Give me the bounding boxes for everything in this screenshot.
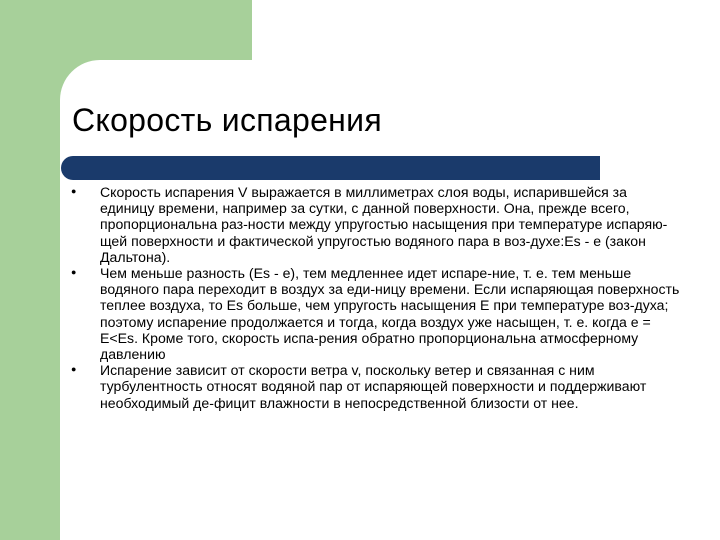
slide-title: Скорость испарения <box>72 102 382 138</box>
round-bullet-icon: ● <box>71 186 77 196</box>
bullet-list <box>66 184 680 411</box>
round-bullet-icon: ● <box>71 267 77 278</box>
bullet-item <box>66 265 680 362</box>
bullet-text: Скорость испарения V выражается в миллиметрах слоя воды, испарившейся за единицу времени, например за сутки, с данной поверхности. Она, прежде всего, пропорциональна раз-ности между упругостью насыщения при температуре испаряю-щей поверхности и фактической упругостью водяного пара в воз-духе:Es - e (закон Дальтона). <box>100 184 668 265</box>
bullet-text: Испарение зависит от скорости ветра v, поскольку ветер и связанная с ним турбулентность относят водяной пар от испаряющей поверхности и поддерживают необходимый де-фицит влажности в непосредственной близости от нее. <box>100 362 647 411</box>
round-bullet-icon: ● <box>71 364 77 375</box>
bullet-item <box>66 362 680 411</box>
bullet-item <box>66 184 680 265</box>
title-underline-bar <box>61 156 600 180</box>
bullet-text: Чем меньше разность (Es - e), тем медленнее идет испаре-ние, т. е. тем меньше водяного пара переходит в воздух за еди-ницу времени. Если испаряющая поверхность теплее воздуха, то Es больше, чем упругость насыщения E при температуре воз-духа; поэтому испарение продолжается и тогда, когда воздух уже насыщен, т. е. когда e = E<Es. Кроме того, скорость испа-рения обратно пропорциональна атмосферному давлению <box>100 265 680 363</box>
